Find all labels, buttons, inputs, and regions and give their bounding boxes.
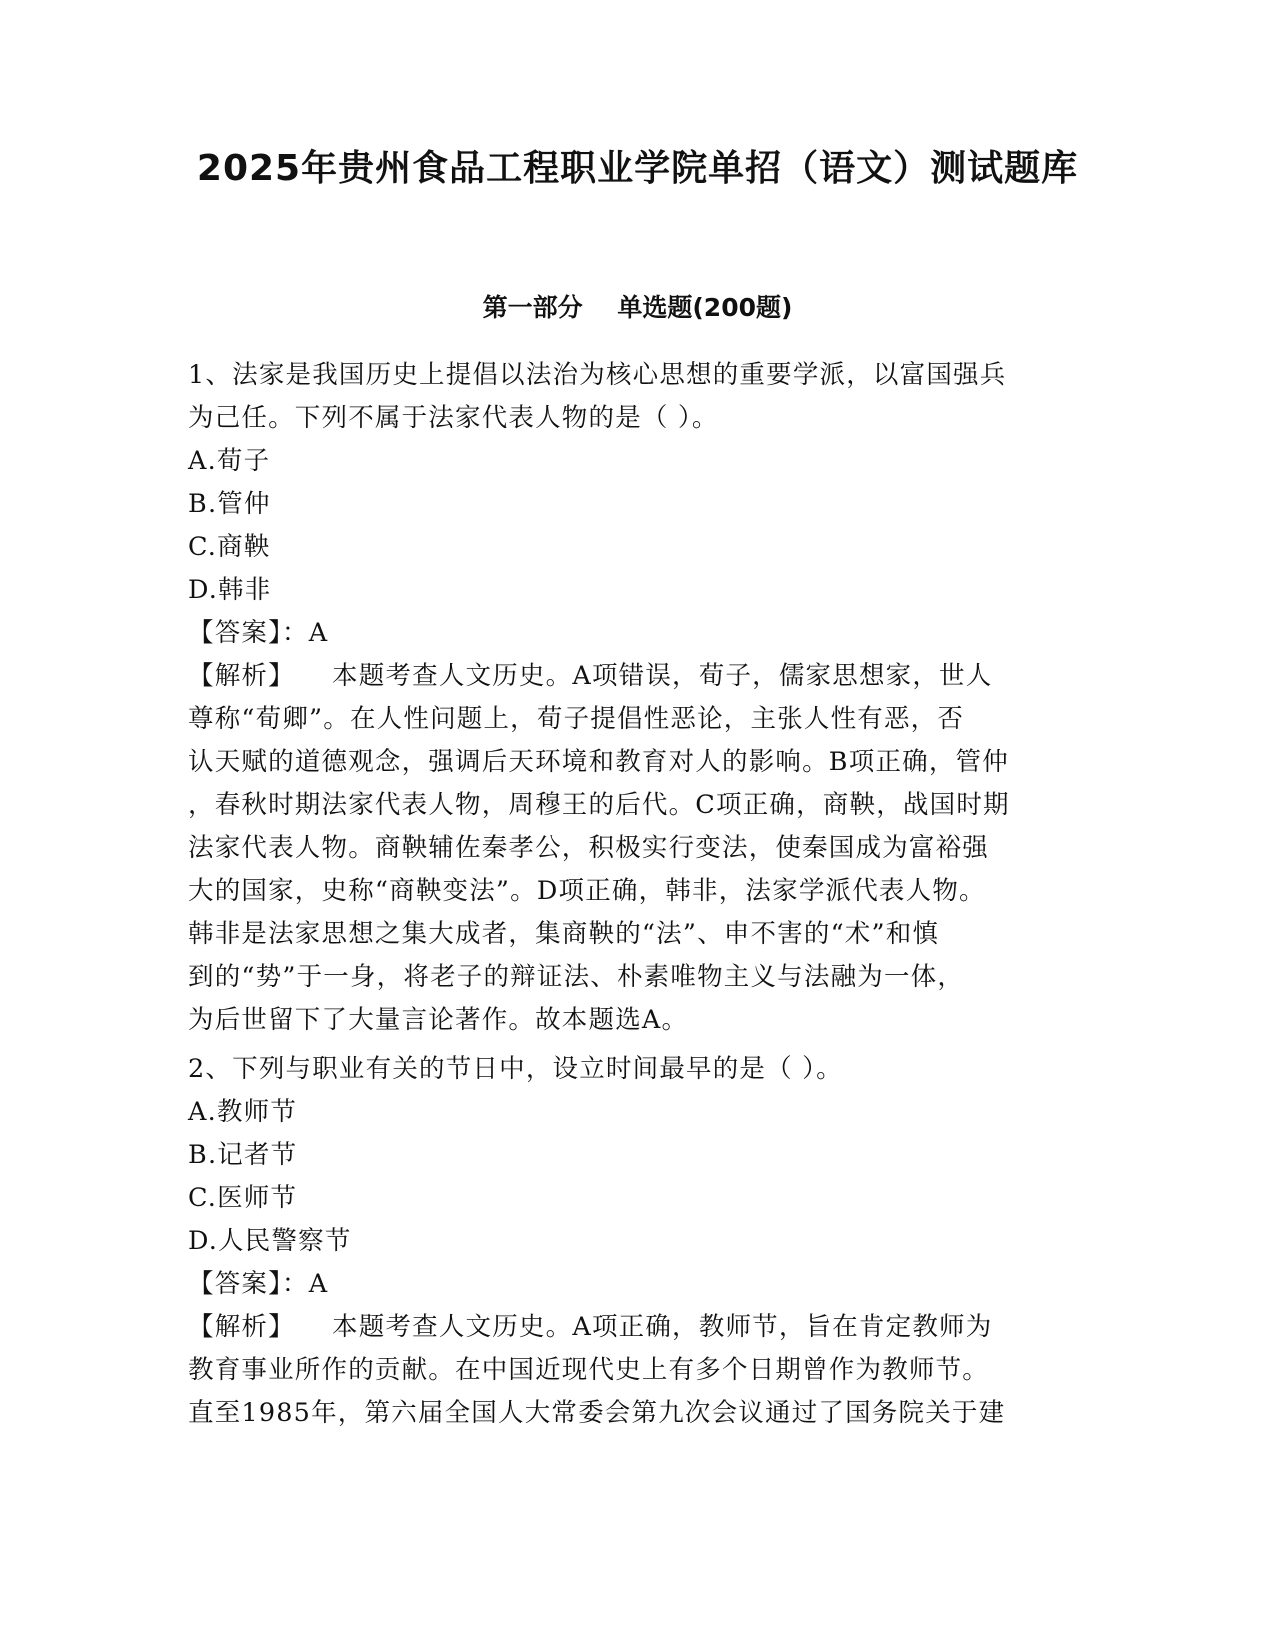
option-b: B.管仲 xyxy=(188,489,271,519)
analysis-text: 本题考查人文历史。A项错误，荀子，儒家思想家，世人 xyxy=(294,661,993,691)
option-d: D.人民警察节 xyxy=(188,1226,352,1256)
analysis-line: 认天赋的道德观念，强调后天环境和教育对人的影响。B项正确，管仲 xyxy=(188,747,1009,777)
answer-label: 【答案】： xyxy=(188,1269,309,1299)
option-b: B.记者节 xyxy=(188,1140,298,1170)
analysis-line: 教育事业所作的贡献。在中国近现代史上有多个日期曾作为教师节。 xyxy=(188,1355,990,1385)
question-stem-line: 2、下列与职业有关的节日中，设立时间最早的是（ ）。 xyxy=(188,1054,843,1084)
analysis-line xyxy=(188,1306,1088,1349)
question-1 xyxy=(188,354,1088,1042)
analysis-line: 法家代表人物。商鞅辅佐秦孝公，积极实行变法，使秦国成为富裕强 xyxy=(188,833,990,863)
analysis-line: 韩非是法家思想之集大成者，集商鞅的“法”、申不害的“术”和慎 xyxy=(188,919,940,949)
analysis-label: 【解析】 xyxy=(188,1312,295,1342)
answer-line xyxy=(188,612,1088,655)
analysis-line: 尊称“荀卿”。在人性问题上，荀子提倡性恶论，主张人性有恶，否 xyxy=(188,704,965,734)
option-c: C.商鞅 xyxy=(188,532,271,562)
option-d: D.韩非 xyxy=(188,575,272,605)
answer-label: 【答案】： xyxy=(188,618,309,648)
document-body xyxy=(188,354,1088,1435)
option-a: A.教师节 xyxy=(188,1097,298,1127)
question-2 xyxy=(188,1048,1088,1435)
analysis-line xyxy=(188,655,1088,698)
analysis-line: 直至1985年，第六届全国人大常委会第九次会议通过了国务院关于建 xyxy=(188,1398,1006,1428)
analysis-label: 【解析】 xyxy=(188,661,295,691)
question-stem-line: 1、法家是我国历史上提倡以法治为核心思想的重要学派，以富国强兵 xyxy=(188,360,1007,390)
analysis-line: 到的“势”于一身，将老子的辩证法、朴素唯物主义与法融为一体， xyxy=(188,962,965,992)
analysis-line: 大的国家，史称“商鞅变法”。D项正确，韩非，法家学派代表人物。 xyxy=(188,876,986,906)
analysis-line: ，春秋时期法家代表人物，周穆王的后代。C项正确，商鞅，战国时期 xyxy=(188,790,1010,820)
option-a: A.荀子 xyxy=(188,446,271,476)
answer-line xyxy=(188,1263,1088,1306)
section-heading: 第一部分 单选题(200题) xyxy=(482,293,793,322)
option-c: C.医师节 xyxy=(188,1183,298,1213)
question-stem-line: 为己任。下列不属于法家代表人物的是（ ）。 xyxy=(188,403,719,433)
answer-value: A xyxy=(308,618,329,648)
analysis-line: 为后世留下了大量言论著作。故本题选A。 xyxy=(188,1005,689,1035)
document-title: 2025年贵州食品工程职业学院单招（语文）测试题库 xyxy=(196,148,1079,189)
answer-value: A xyxy=(308,1269,329,1299)
analysis-text: 本题考查人文历史。A项正确，教师节，旨在肯定教师为 xyxy=(294,1312,993,1342)
